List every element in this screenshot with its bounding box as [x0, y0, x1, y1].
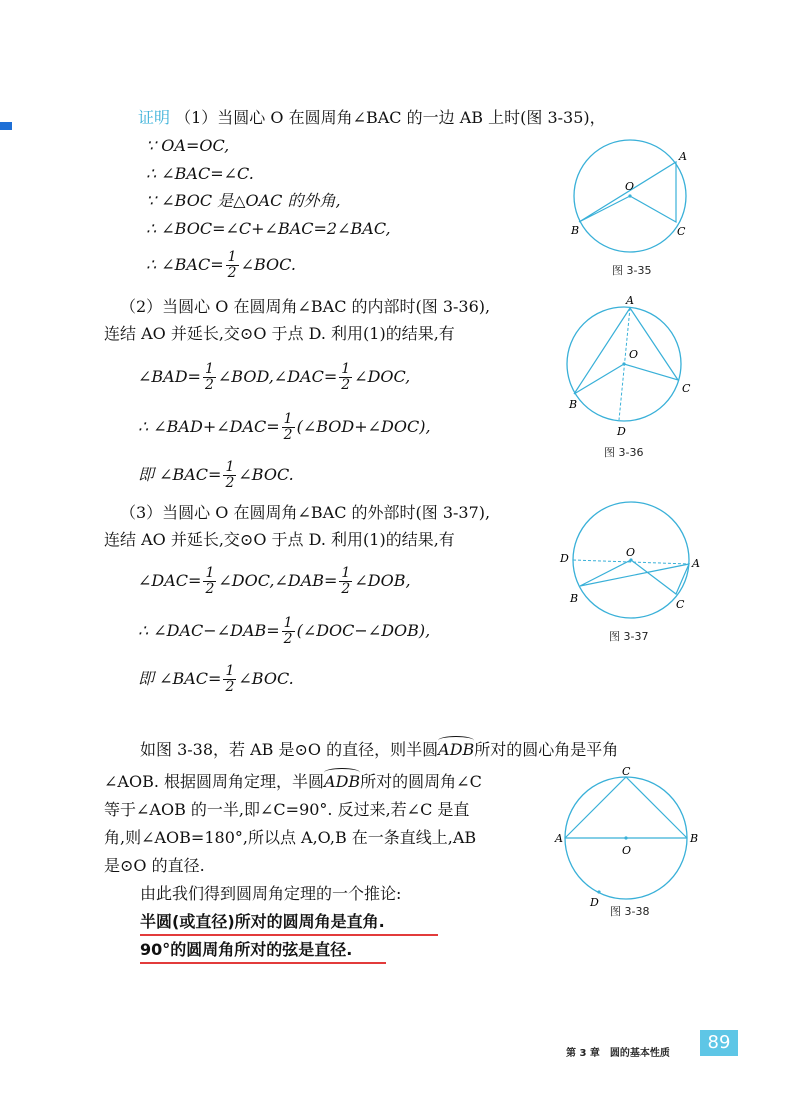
arc-adb: ADB	[438, 740, 475, 759]
label-c: C	[682, 382, 691, 395]
fraction-numerator: 1	[205, 565, 215, 581]
eq-part: ∴ ∠BAD+∠DAC=	[138, 417, 280, 436]
step-1: ∵ OA=OC,	[146, 136, 230, 155]
chapter-footer: 第 3 章 圆的基本性质	[566, 1048, 670, 1059]
fraction-numerator: 1	[225, 459, 235, 475]
fraction-denominator: 2	[204, 377, 214, 393]
figure-3-35	[565, 138, 705, 262]
figure-3-38-caption: 图 3-38	[610, 905, 650, 918]
label-c: C	[676, 598, 685, 611]
step-2: ∴ ∠BAC=∠C.	[146, 164, 254, 183]
case3-line2: 连结 AO 并延长,交⊙O 于点 D. 利用(1)的结果,有	[104, 530, 455, 549]
fraction-half	[282, 616, 295, 647]
case2-line1: （2）当圆心 O 在圆周角∠BAC 的内部时(图 3-36),	[120, 297, 491, 316]
fraction-numerator: 1	[341, 361, 351, 377]
eq-part: (∠DOC−∠DOB),	[296, 621, 431, 640]
fraction-half	[339, 566, 352, 597]
arc-adb: ADB	[324, 772, 361, 791]
fraction-numerator: 1	[341, 565, 351, 581]
label-o: O	[625, 180, 635, 193]
fraction-half	[226, 250, 239, 281]
para-line6: 由此我们得到圆周角定理的一个推论:	[140, 884, 402, 903]
case3-eq1	[138, 566, 411, 597]
para-text: 所对的圆心角是平角	[474, 740, 619, 759]
label-a: A	[555, 832, 563, 845]
eq-part: ∠DOB,	[354, 571, 411, 590]
figure-3-36-caption: 图 3-36	[604, 446, 644, 459]
para-text: 如图 3-38，若 AB 是⊙O 的直径，则半圆	[140, 740, 439, 759]
fraction-denominator: 2	[283, 427, 293, 443]
step-5-left: ∴ ∠BAC=	[146, 255, 224, 274]
eq-part: ∴ ∠DAC−∠DAB=	[138, 621, 280, 640]
step-4: ∴ ∠BOC=∠C+∠BAC=2∠BAC,	[146, 219, 391, 238]
label-c: C	[622, 765, 631, 778]
fraction-denominator: 2	[341, 377, 351, 393]
case2-eq2	[138, 412, 431, 443]
eq-part: ∠BAD=	[138, 367, 201, 386]
center-point	[622, 362, 625, 365]
label-b: B	[571, 224, 580, 237]
label-b: B	[690, 832, 699, 845]
corollary-1: 半圆(或直径)所对的圆周角是直角.	[140, 912, 385, 931]
para-line4: 角,则∠AOB=180°,所以点 A,O,B 在一条直线上,AB	[104, 828, 477, 847]
case1-text: （1）当圆心 O 在圆周角∠BAC 的一边 AB 上时(图 3-35)，	[175, 108, 606, 127]
fraction-half	[339, 362, 352, 393]
label-o: O	[626, 546, 636, 559]
label-o: O	[629, 348, 639, 361]
fraction-denominator: 2	[225, 475, 235, 491]
figure-3-35-caption: 图 3-35	[612, 264, 652, 277]
corollary-2: 90°的圆周角所对的弦是直径.	[140, 940, 353, 959]
fraction-half	[282, 412, 295, 443]
para-line2	[104, 772, 482, 792]
fraction-numerator: 1	[204, 361, 214, 377]
para-text: ∠AOB. 根据圆周角定理，半圆	[104, 772, 325, 791]
figure-3-36	[562, 292, 702, 442]
fraction-numerator: 1	[225, 663, 235, 679]
fraction-denominator: 2	[225, 679, 235, 695]
label-b: B	[569, 398, 578, 411]
angle-lines	[580, 560, 689, 594]
eq-part: 即 ∠BAC=	[138, 669, 222, 688]
eq-part: ∠BOC.	[238, 669, 294, 688]
eq-part: ∠DOC,∠DAB=	[218, 571, 338, 590]
case3-line1: （3）当圆心 O 在圆周角∠BAC 的外部时(图 3-37),	[120, 503, 491, 522]
label-d: D	[560, 552, 569, 565]
fraction-half	[203, 362, 216, 393]
proof-label: 证明	[138, 108, 171, 127]
fraction-numerator: 1	[227, 249, 237, 265]
page-number: 89	[700, 1030, 738, 1056]
label-a: A	[692, 557, 700, 570]
eq-part: ∠DOC,	[354, 367, 411, 386]
step-5-right: ∠BOC.	[240, 255, 296, 274]
eq-part: ∠BOD,∠DAC=	[217, 367, 338, 386]
triangle-lines	[574, 308, 678, 394]
eq-part: ∠DAC=	[138, 571, 202, 590]
label-a: A	[679, 150, 687, 163]
para-line1	[140, 740, 618, 760]
step-5	[146, 250, 296, 281]
case2-eq3	[138, 460, 294, 491]
fraction-half	[203, 566, 216, 597]
eq-part: 即 ∠BAC=	[138, 465, 222, 484]
label-b: B	[570, 592, 579, 605]
label-c: C	[677, 225, 686, 238]
fraction-denominator: 2	[205, 581, 215, 597]
fraction-numerator: 1	[283, 411, 293, 427]
label-a: A	[626, 294, 634, 307]
eq-part: ∠BOC.	[238, 465, 294, 484]
chords-ac-bc	[565, 777, 687, 838]
fraction-numerator: 1	[283, 615, 293, 631]
case3-eq2	[138, 616, 430, 647]
para-line5: 是⊙O 的直径.	[104, 856, 205, 875]
corollary-1-underline	[140, 934, 438, 936]
case1-line	[138, 108, 606, 128]
center-point	[624, 836, 627, 839]
para-text: 所对的圆周角∠C	[360, 772, 482, 791]
label-o: O	[622, 844, 632, 857]
center-point	[628, 194, 631, 197]
case2-eq1	[138, 362, 410, 393]
figure-3-38	[552, 764, 708, 912]
label-d: D	[617, 425, 626, 438]
fraction-half	[223, 664, 236, 695]
para-line3: 等于∠AOB 的一半,即∠C=90°. 反过来,若∠C 是直	[104, 800, 470, 819]
corollary-2-underline	[140, 962, 386, 964]
figure-3-37-caption: 图 3-37	[609, 630, 649, 643]
fraction-denominator: 2	[227, 265, 237, 281]
eq-part: (∠BOD+∠DOC),	[296, 417, 431, 436]
case2-line2: 连结 AO 并延长,交⊙O 于点 D. 利用(1)的结果,有	[104, 324, 455, 343]
fraction-half	[223, 460, 236, 491]
case3-eq3	[138, 664, 294, 695]
label-d: D	[590, 896, 599, 909]
fraction-denominator: 2	[283, 631, 293, 647]
figure-3-37	[556, 500, 706, 624]
point-d	[597, 890, 600, 893]
step-3: ∵ ∠BOC 是△OAC 的外角,	[146, 191, 341, 210]
fraction-denominator: 2	[341, 581, 351, 597]
edge-tab-marker	[0, 122, 12, 130]
